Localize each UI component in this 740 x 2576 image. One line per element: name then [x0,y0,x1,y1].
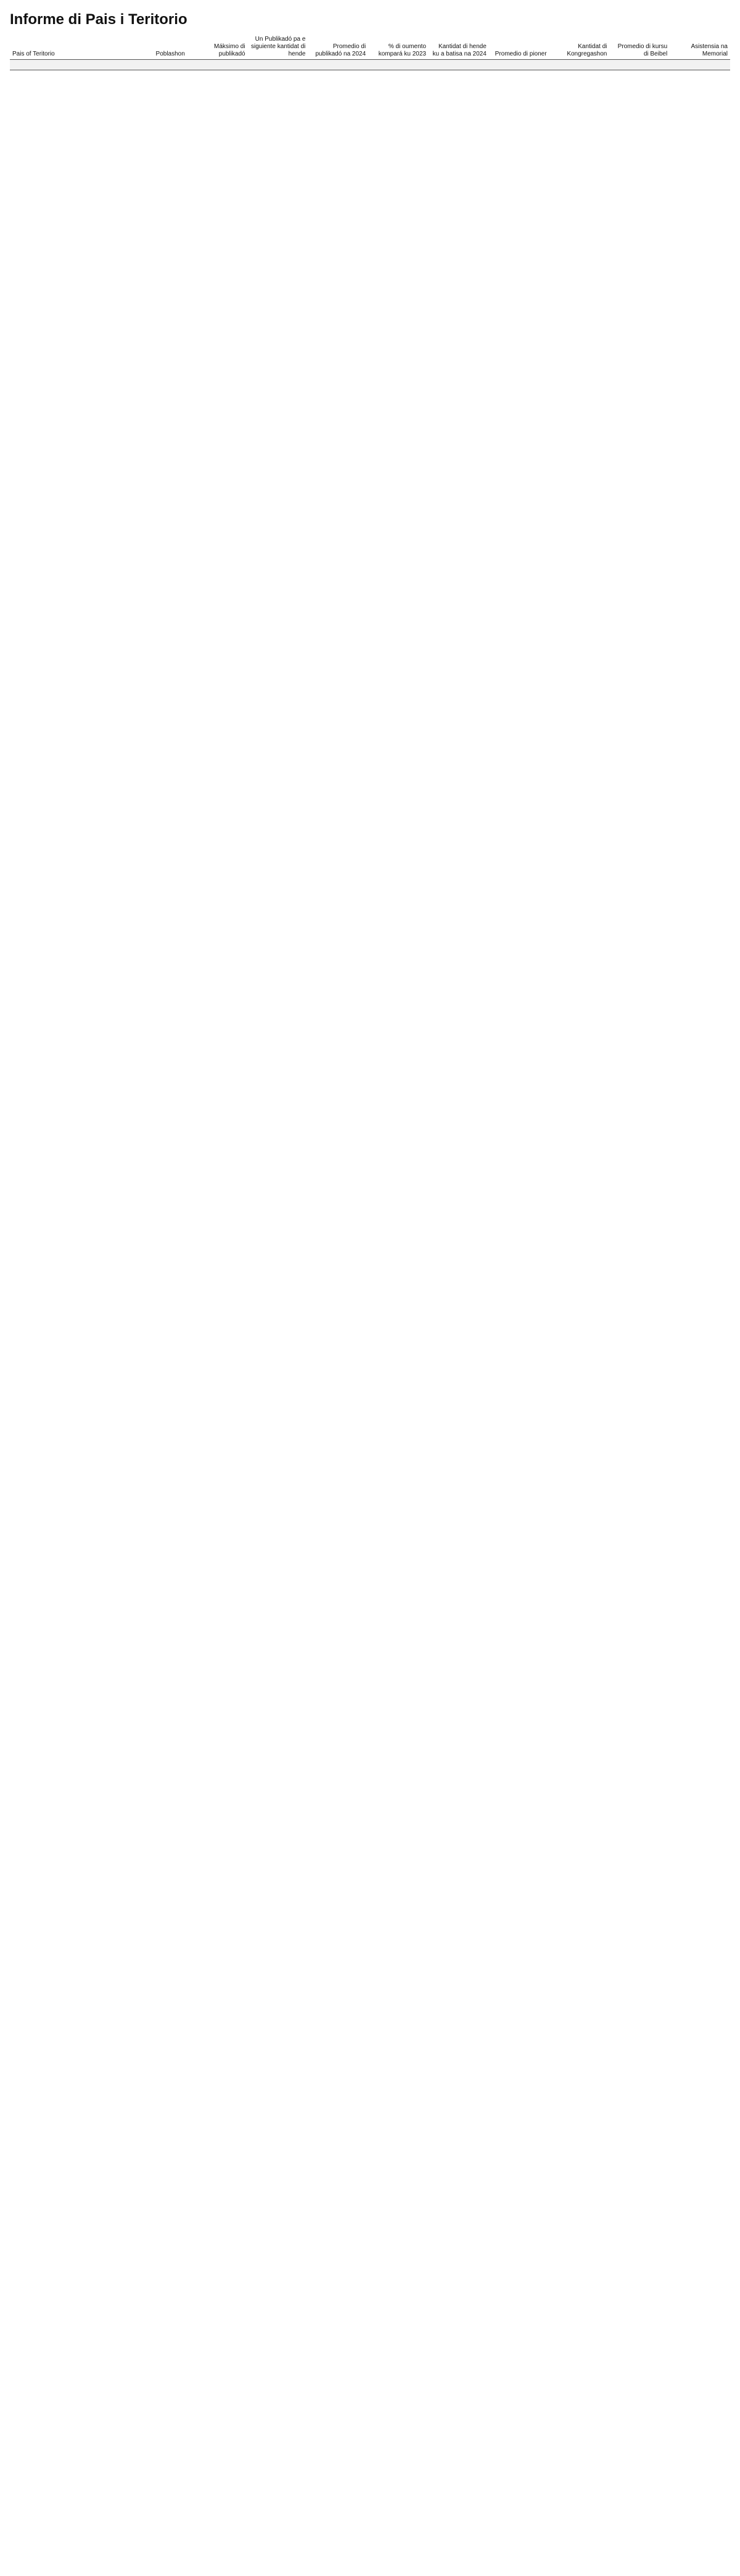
total-value-cell [670,70,730,82]
total-value-cell [248,70,308,82]
value-cell [549,60,610,70]
header-row [10,35,730,60]
country-name-cell [10,60,127,70]
value-cell [248,60,308,70]
total-value-cell [429,70,489,82]
column-header: Kantidat di Kongregashon [549,35,610,60]
total-value-cell [368,70,429,82]
value-cell [670,60,730,70]
value-cell [127,60,187,70]
column-header-name: Pais of Teritorio [10,35,127,60]
country-report-table [10,35,730,81]
value-cell [429,60,489,70]
total-value-cell [549,70,610,82]
total-value-cell [489,70,549,82]
total-value-cell [609,70,670,82]
total-label-cell [10,70,127,82]
total-value-cell [308,70,368,82]
column-header: Asistensia na Memorial [670,35,730,60]
value-cell [489,60,549,70]
column-header: Promedio di kursu di Beibel [609,35,670,60]
total-value-cell [127,70,187,82]
column-header: Promedio di publikadó na 2024 [308,35,368,60]
value-cell [368,60,429,70]
column-header: % di oumento kompará ku 2023 [368,35,429,60]
column-header: Poblashon [127,35,187,60]
total-value-cell [187,70,248,82]
report-page [0,0,740,91]
value-cell [609,60,670,70]
total-row [10,70,730,82]
page-title: Informe di Pais i Teritorio [10,11,187,28]
column-header: Un Publikadó pa e siguiente kantidat di hende [248,35,308,60]
column-header: Kantidat di hende ku a batisa na 2024 [429,35,489,60]
column-header: Máksimo di publikadó [187,35,248,60]
value-cell [308,60,368,70]
value-cell [187,60,248,70]
table-row [10,60,730,70]
column-header: Promedio di pioner [489,35,549,60]
